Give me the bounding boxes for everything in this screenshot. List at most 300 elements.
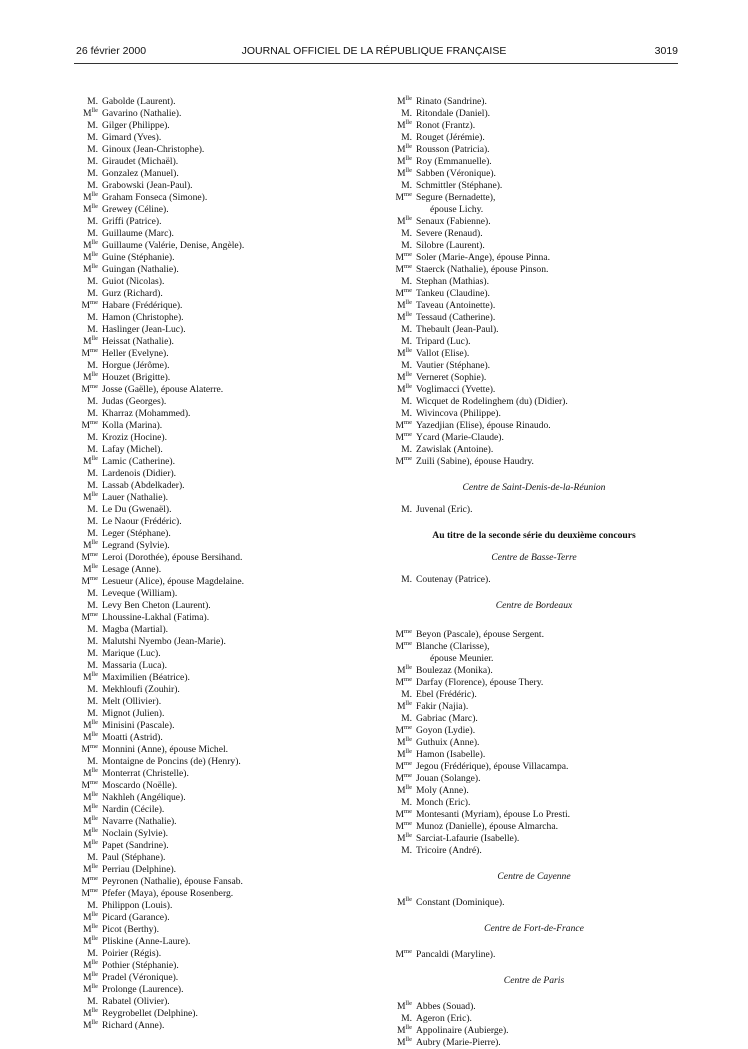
person-name: Leger (Stéphane). <box>102 528 171 539</box>
name-entry <box>70 936 376 948</box>
civil-title: $M^{lle}$ <box>82 334 98 347</box>
name-entry <box>384 641 684 653</box>
name-entry <box>70 876 376 888</box>
civil-title: $M^{lle}$ <box>82 910 98 923</box>
name-entry <box>384 156 684 168</box>
name-entry <box>384 180 684 192</box>
civil-title: M. <box>401 180 412 191</box>
person-name: Papet (Sandrine). <box>102 840 169 851</box>
person-name: Pfefer (Maya), épouse Rosenberg. <box>102 888 234 899</box>
name-entry <box>70 396 376 408</box>
civil-title: $M^{me}$ <box>81 298 98 311</box>
civil-title: $M^{me}$ <box>81 874 98 887</box>
person-name: Rousson (Patricia). <box>416 144 490 155</box>
name-entry <box>70 420 376 432</box>
person-name: Wicquet de Rodelinghem (du) (Didier). <box>416 396 568 407</box>
civil-title: M. <box>87 504 98 515</box>
name-entry <box>384 1025 684 1037</box>
name-entry <box>384 797 684 809</box>
person-name: Prolonge (Laurence). <box>102 984 184 995</box>
name-entry <box>70 948 376 960</box>
centre-heading: Centre de Saint-Denis-de-la-Réunion <box>462 482 606 493</box>
name-entry <box>70 660 376 672</box>
name-entry <box>70 768 376 780</box>
person-name: Gimard (Yves). <box>102 132 162 143</box>
civil-title: $M^{me}$ <box>395 947 412 960</box>
name-entry <box>70 312 376 324</box>
civil-title: $M^{me}$ <box>81 574 98 587</box>
name-entry <box>70 168 376 180</box>
spacer <box>384 516 684 530</box>
name-entry <box>70 612 376 624</box>
civil-title: $M^{lle}$ <box>396 346 412 359</box>
name-entry <box>384 456 684 468</box>
civil-title: $M^{lle}$ <box>82 934 98 947</box>
person-name: Josse (Gaëlle), épouse Alaterre. <box>102 384 224 395</box>
civil-title: M. <box>87 624 98 635</box>
name-entry <box>70 972 376 984</box>
civil-title: M. <box>87 468 98 479</box>
person-name: Stephan (Mathias). <box>416 276 490 287</box>
civil-title: $M^{me}$ <box>395 639 412 652</box>
civil-title: M. <box>87 852 98 863</box>
name-entry <box>70 540 376 552</box>
spacer <box>384 987 684 1001</box>
name-entry <box>70 576 376 588</box>
civil-title: M. <box>87 996 98 1007</box>
name-entry <box>384 737 684 749</box>
name-entry <box>70 696 376 708</box>
person-name: Senaux (Fabienne). <box>416 216 491 227</box>
person-name: Habare (Frédérique). <box>102 300 183 311</box>
civil-title: M. <box>401 504 412 515</box>
name-entry <box>70 924 376 936</box>
civil-title: M. <box>401 228 412 239</box>
name-entry <box>70 744 376 756</box>
name-entry <box>70 564 376 576</box>
name-entry <box>384 360 684 372</box>
name-entry <box>384 761 684 773</box>
person-name: Severe (Renaud). <box>416 228 483 239</box>
civil-title: M. <box>87 948 98 959</box>
name-entry <box>70 432 376 444</box>
person-name: Darfay (Florence), épouse Thery. <box>416 677 544 688</box>
name-entry <box>70 816 376 828</box>
name-entry <box>384 312 684 324</box>
name-entry <box>70 480 376 492</box>
name-entry <box>70 852 376 864</box>
spacer <box>384 909 684 923</box>
person-name: Ronot (Frantz). <box>416 120 476 131</box>
person-name: Picot (Berthy). <box>102 924 160 935</box>
civil-title: $M^{me}$ <box>395 819 412 832</box>
name-entry <box>70 336 376 348</box>
centre-heading: Centre de Basse-Terre <box>491 552 577 563</box>
person-name: Graham Fonseca (Simone). <box>102 192 208 203</box>
civil-title: $M^{lle}$ <box>396 118 412 131</box>
name-entry <box>70 960 376 972</box>
person-name: Minisini (Pascale). <box>102 720 175 731</box>
civil-title: $M^{me}$ <box>395 418 412 431</box>
person-name: Montesanti (Myriam), épouse Lo Presti. <box>416 809 571 820</box>
person-name: Perriau (Delphine). <box>102 864 177 875</box>
name-entry <box>70 372 376 384</box>
civil-title: $M^{lle}$ <box>396 1035 412 1048</box>
name-entry <box>70 792 376 804</box>
civil-title: M. <box>87 636 98 647</box>
name-entry <box>384 701 684 713</box>
civil-title: $M^{lle}$ <box>396 382 412 395</box>
name-entry <box>384 384 684 396</box>
person-name: Guthuix (Anne). <box>416 737 480 748</box>
civil-title: $M^{me}$ <box>395 286 412 299</box>
civil-title: $M^{me}$ <box>395 262 412 275</box>
person-name: Lesage (Anne). <box>102 564 162 575</box>
name-entry <box>384 833 684 845</box>
name-entry <box>70 840 376 852</box>
civil-title: $M^{lle}$ <box>396 298 412 311</box>
name-entry <box>384 713 684 725</box>
civil-title: M. <box>87 132 98 143</box>
person-name: Moscardo (Noëlle). <box>102 780 178 791</box>
name-entry <box>70 216 376 228</box>
civil-title: $M^{lle}$ <box>82 802 98 815</box>
person-name: Monterrat (Christelle). <box>102 768 189 779</box>
civil-title: M. <box>87 120 98 131</box>
civil-title: M. <box>87 516 98 527</box>
name-entry <box>384 408 684 420</box>
civil-title: M. <box>87 444 98 455</box>
civil-title: $M^{lle}$ <box>82 250 98 263</box>
spacer <box>384 494 684 504</box>
civil-title: $M^{lle}$ <box>82 370 98 383</box>
person-name: Marique (Luc). <box>102 648 161 659</box>
person-name: Rabatel (Olivier). <box>102 996 170 1007</box>
civil-title: $M^{lle}$ <box>396 747 412 760</box>
name-entry <box>384 1001 684 1013</box>
person-name: Rinato (Sandrine). <box>416 96 487 107</box>
civil-title: $M^{lle}$ <box>82 838 98 851</box>
civil-title: $M^{lle}$ <box>82 538 98 551</box>
name-entry <box>70 732 376 744</box>
civil-title: M. <box>401 845 412 856</box>
civil-title: $M^{me}$ <box>395 250 412 263</box>
spacer <box>384 883 684 897</box>
person-name: Heller (Evelyne). <box>102 348 169 359</box>
name-entry <box>70 648 376 660</box>
name-entry <box>384 228 684 240</box>
person-name: Horgue (Jérôme). <box>102 360 170 371</box>
person-name: Lassab (Abdelkader). <box>102 480 185 491</box>
person-name: Moatti (Astrid). <box>102 732 163 743</box>
civil-title: $M^{lle}$ <box>82 718 98 731</box>
name-entry <box>70 552 376 564</box>
name-entry <box>384 725 684 737</box>
person-name: Ebel (Frédéric). <box>416 689 477 700</box>
civil-title: M. <box>401 240 412 251</box>
name-entry <box>384 897 684 909</box>
civil-title: $M^{me}$ <box>395 190 412 203</box>
name-entry <box>70 624 376 636</box>
person-name: Richard (Anne). <box>102 1020 165 1031</box>
name-entry <box>384 168 684 180</box>
person-name: Wivincova (Philippe). <box>416 408 501 419</box>
civil-title: $M^{lle}$ <box>82 958 98 971</box>
person-name: Reygrobellet (Delphine). <box>102 1008 198 1019</box>
name-entry <box>384 288 684 300</box>
person-name: Peyronen (Nathalie), épouse Fansab. <box>102 876 243 887</box>
name-entry <box>70 144 376 156</box>
civil-title: M. <box>401 689 412 700</box>
civil-title: $M^{lle}$ <box>82 730 98 743</box>
civil-title: $M^{me}$ <box>81 346 98 359</box>
civil-title: M. <box>401 108 412 119</box>
civil-title: $M^{lle}$ <box>396 142 412 155</box>
name-entry <box>70 300 376 312</box>
civil-title: $M^{lle}$ <box>396 310 412 323</box>
name-entry <box>70 228 376 240</box>
person-name: Mekhloufi (Zouhir). <box>102 684 180 695</box>
civil-title: $M^{me}$ <box>395 627 412 640</box>
person-name: Nakhleh (Angélique). <box>102 792 186 803</box>
person-name: Pothier (Stéphanie). <box>102 960 179 971</box>
civil-title: M. <box>87 312 98 323</box>
civil-title: M. <box>87 684 98 695</box>
name-entry <box>70 108 376 120</box>
spacer <box>384 857 684 871</box>
name-entry <box>384 1037 684 1049</box>
person-name: Zawislak (Antoine). <box>416 444 494 455</box>
person-name: Guingan (Nathalie). <box>102 264 179 275</box>
spacer <box>384 586 684 600</box>
name-entry <box>384 677 684 689</box>
person-name: Monch (Eric). <box>416 797 471 808</box>
person-name: Giraudet (Michaël). <box>102 156 179 167</box>
spacer <box>384 612 684 629</box>
person-name: Vautier (Stéphane). <box>416 360 491 371</box>
name-entry <box>70 120 376 132</box>
person-name: Tripard (Luc). <box>416 336 471 347</box>
person-name: Paul (Stéphane). <box>102 852 166 863</box>
person-name: Navarre (Nathalie). <box>102 816 177 827</box>
person-name: Haslinger (Jean-Luc). <box>102 324 186 335</box>
header-page-number: 3019 <box>654 45 678 57</box>
name-entry <box>70 888 376 900</box>
name-entry <box>70 1008 376 1020</box>
person-name: Moly (Anne). <box>416 785 469 796</box>
name-entry <box>384 264 684 276</box>
person-name: Guillaume (Valérie, Denise, Angèle). <box>102 240 245 251</box>
civil-title: $M^{lle}$ <box>82 1018 98 1031</box>
name-entry <box>384 252 684 264</box>
name-entry <box>384 432 684 444</box>
civil-title: $M^{me}$ <box>81 610 98 623</box>
person-name: Aubry (Marie-Pierre). <box>416 1037 501 1048</box>
civil-title: M. <box>87 360 98 371</box>
civil-title: M. <box>87 144 98 155</box>
person-name: Lardenois (Didier). <box>102 468 177 479</box>
name-entry <box>384 574 684 586</box>
name-entry <box>384 629 684 641</box>
person-name: Heissat (Nathalie). <box>102 336 174 347</box>
civil-title: M. <box>401 574 412 585</box>
name-entry <box>70 684 376 696</box>
name-entry <box>70 468 376 480</box>
civil-title: $M^{lle}$ <box>82 262 98 275</box>
person-name: Juvenal (Eric). <box>416 504 473 515</box>
name-entry <box>70 360 376 372</box>
header-date: 26 février 2000 <box>76 45 147 57</box>
civil-title: $M^{me}$ <box>81 886 98 899</box>
spacer <box>384 935 684 949</box>
name-entry <box>384 276 684 288</box>
civil-title: $M^{me}$ <box>81 382 98 395</box>
person-name: Coutenay (Patrice). <box>416 574 491 585</box>
person-name: Yazedjian (Elise), épouse Rinaudo. <box>416 420 551 431</box>
name-entry <box>384 1013 684 1025</box>
name-entry <box>70 384 376 396</box>
person-name: Hamon (Christophe). <box>102 312 184 323</box>
civil-title: $M^{lle}$ <box>82 454 98 467</box>
person-name: Gonzalez (Manuel). <box>102 168 179 179</box>
person-name: Pliskine (Anne-Laure). <box>102 936 191 947</box>
person-name: Boulezaz (Monika). <box>416 665 493 676</box>
person-name: Lafay (Michel). <box>102 444 163 455</box>
person-name: Tessaud (Catherine). <box>416 312 496 323</box>
civil-title: $M^{lle}$ <box>396 699 412 712</box>
name-entry <box>384 785 684 797</box>
person-name: Ginoux (Jean-Christophe). <box>102 144 205 155</box>
civil-title: $M^{lle}$ <box>82 106 98 119</box>
name-entry <box>70 96 376 108</box>
name-entry <box>70 516 376 528</box>
person-name: Taveau (Antoinette). <box>416 300 496 311</box>
name-entry <box>70 672 376 684</box>
name-entry <box>384 809 684 821</box>
civil-title: $M^{lle}$ <box>82 790 98 803</box>
name-entry <box>384 192 684 204</box>
person-name: Montaigne de Poncins (de) (Henry). <box>102 756 241 767</box>
name-entry <box>384 749 684 761</box>
person-name: Zuili (Sabine), épouse Haudry. <box>416 456 534 467</box>
name-entry <box>70 600 376 612</box>
person-name: Guine (Stéphanie). <box>102 252 175 263</box>
person-name: Kharraz (Mohammed). <box>102 408 191 419</box>
person-name: Kroziz (Hocine). <box>102 432 167 443</box>
name-entry <box>70 324 376 336</box>
person-name: Appolinaire (Aubierge). <box>416 1025 509 1036</box>
name-entry <box>384 108 684 120</box>
civil-title: M. <box>87 228 98 239</box>
civil-title: M. <box>87 432 98 443</box>
person-name: Tankeu (Claudine). <box>416 288 490 299</box>
civil-title: $M^{lle}$ <box>396 94 412 107</box>
person-name: Blanche (Clarisse), <box>416 641 490 652</box>
person-name: Ritondale (Daniel). <box>416 108 491 119</box>
person-name: Massaria (Luca). <box>102 660 167 671</box>
person-name: Voglimacci (Yvette). <box>416 384 496 395</box>
civil-title: $M^{lle}$ <box>396 1023 412 1036</box>
civil-title: M. <box>401 444 412 455</box>
civil-title: M. <box>87 324 98 335</box>
name-entry <box>384 216 684 228</box>
civil-title: $M^{lle}$ <box>82 922 98 935</box>
name-entry <box>384 96 684 108</box>
name-entry <box>70 708 376 720</box>
civil-title: M. <box>87 156 98 167</box>
name-entry <box>384 665 684 677</box>
civil-title: M. <box>401 360 412 371</box>
name-entry <box>70 528 376 540</box>
person-name: Gabolde (Laurent). <box>102 96 176 107</box>
name-entry <box>384 132 684 144</box>
person-name: Segure (Bernadette), <box>416 192 496 203</box>
civil-title: $M^{lle}$ <box>82 238 98 251</box>
civil-title: $M^{lle}$ <box>82 562 98 575</box>
civil-title: $M^{me}$ <box>395 675 412 688</box>
name-entry <box>70 588 376 600</box>
name-entry <box>70 288 376 300</box>
spacer <box>384 542 684 552</box>
person-name: Staerck (Nathalie), épouse Pinson. <box>416 264 549 275</box>
person-name: Schmittler (Stéphane). <box>416 180 503 191</box>
name-entry <box>70 156 376 168</box>
civil-title: $M^{lle}$ <box>396 831 412 844</box>
civil-title: M. <box>401 713 412 724</box>
person-name: Legrand (Sylvie). <box>102 540 170 551</box>
person-name: Leveque (William). <box>102 588 178 599</box>
person-name: Lamic (Catherine). <box>102 456 175 467</box>
civil-title: M. <box>87 660 98 671</box>
name-entry <box>384 336 684 348</box>
person-name: Roy (Emmanuelle). <box>416 156 492 167</box>
name-entry <box>70 636 376 648</box>
civil-title: $M^{lle}$ <box>396 735 412 748</box>
person-name: Guiot (Nicolas). <box>102 276 165 287</box>
person-name: Poirier (Régis). <box>102 948 162 959</box>
civil-title: $M^{me}$ <box>81 550 98 563</box>
civil-title: $M^{lle}$ <box>396 166 412 179</box>
civil-title: M. <box>87 276 98 287</box>
civil-title: M. <box>87 216 98 227</box>
person-name: Silobre (Laurent). <box>416 240 485 251</box>
person-name: Beyon (Pascale), épouse Sergent. <box>416 629 544 640</box>
person-name: Leroi (Dorothée), épouse Bersihand. <box>102 552 243 563</box>
civil-title: M. <box>401 797 412 808</box>
civil-title: $M^{lle}$ <box>82 490 98 503</box>
person-name: Constant (Dominique). <box>416 897 505 908</box>
person-name: Picard (Garance). <box>102 912 170 923</box>
person-name: Thebault (Jean-Paul). <box>416 324 499 335</box>
name-entry <box>384 504 684 516</box>
spacer <box>384 468 684 482</box>
civil-title: M. <box>401 408 412 419</box>
name-entry <box>70 348 376 360</box>
name-entry <box>70 900 376 912</box>
person-name: Malutshi Nyembo (Jean-Marie). <box>102 636 226 647</box>
civil-title: $M^{lle}$ <box>396 895 412 908</box>
name-entry <box>384 300 684 312</box>
name-entry <box>70 132 376 144</box>
civil-title: M. <box>87 408 98 419</box>
civil-title: $M^{lle}$ <box>82 826 98 839</box>
name-continuation: épouse Lichy. <box>430 204 484 215</box>
name-entry <box>384 348 684 360</box>
civil-title: $M^{lle}$ <box>82 814 98 827</box>
person-name: Pradel (Véronique). <box>102 972 179 983</box>
person-name: Gilger (Philippe). <box>102 120 170 131</box>
civil-title: $M^{me}$ <box>395 454 412 467</box>
